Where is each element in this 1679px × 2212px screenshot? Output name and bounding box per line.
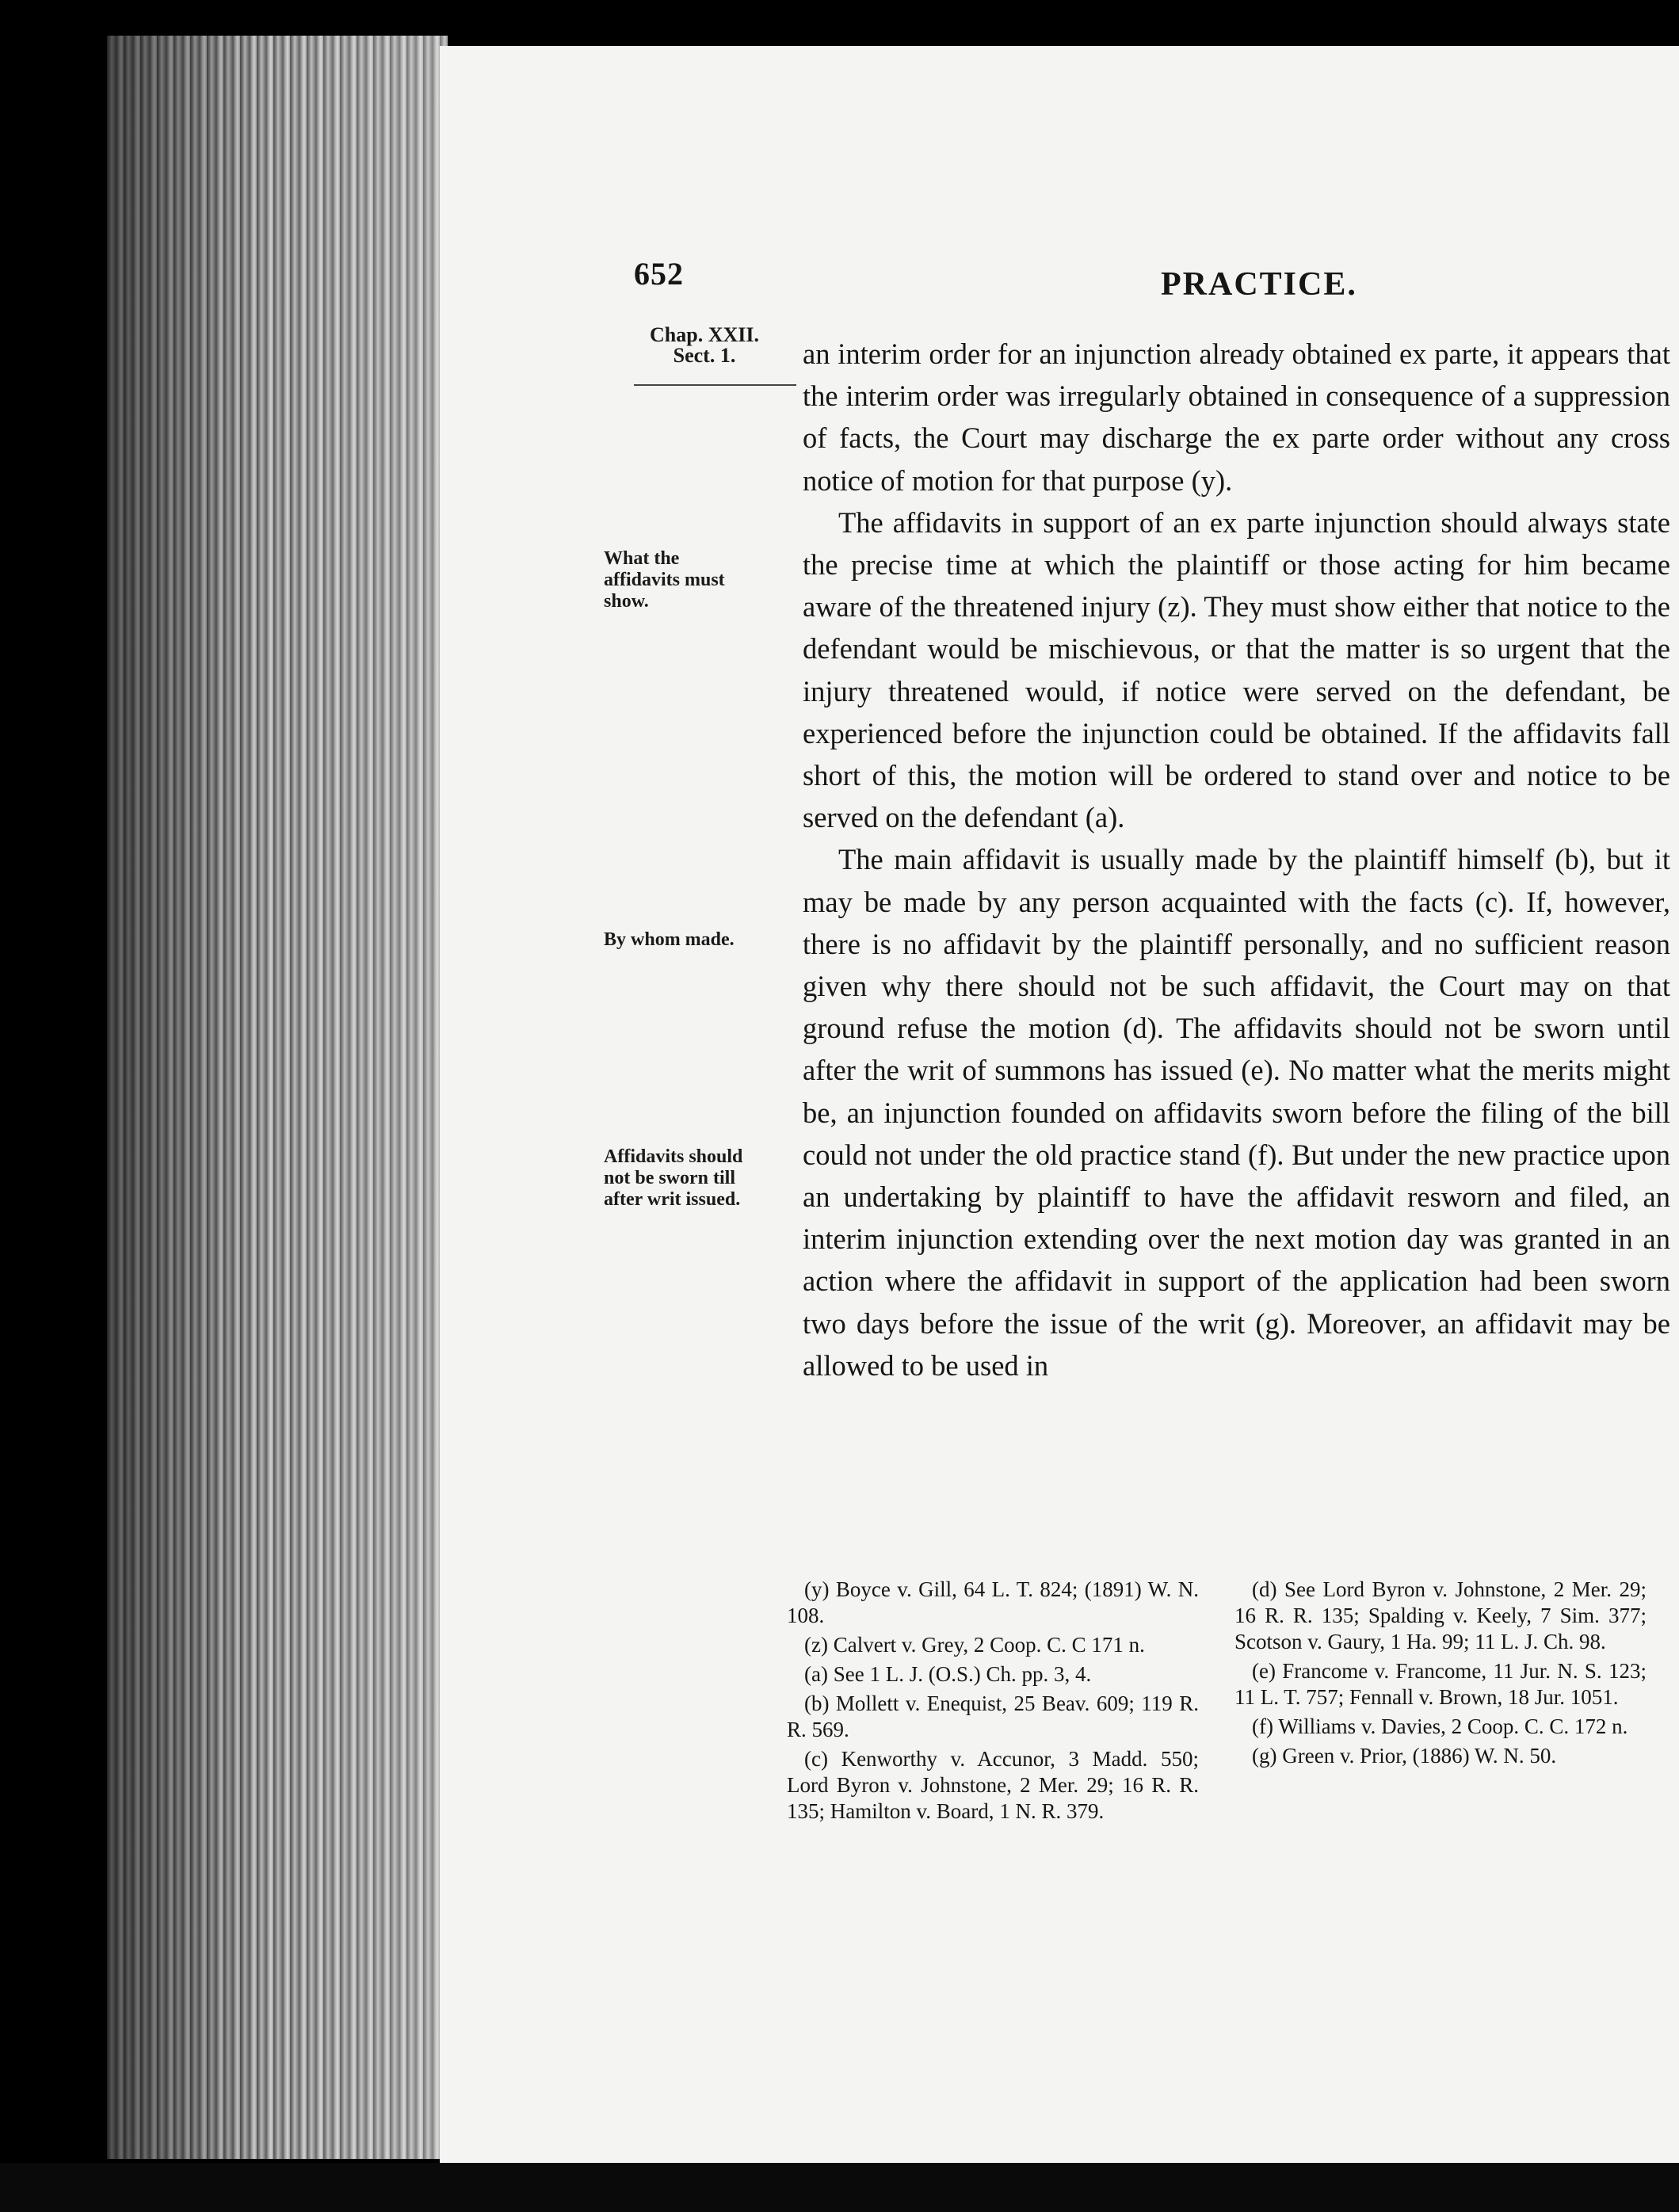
main-text <box>803 333 1670 1386</box>
footnote-z: (z) Calvert v. Grey, 2 Coop. C. C 171 n. <box>804 1633 1145 1657</box>
footnote-g: (g) Green v. Prior, (1886) W. N. 50. <box>1252 1744 1557 1768</box>
page-number: 652 <box>634 256 684 292</box>
footnote-c: (c) Kenworthy v. Accunor, 3 Madd. 550; Lord Byron v. Johnstone, 2 Mer. 29; 16 R. R. 135; Hamilton v. Board, 1 N. R. 379. <box>787 1747 1199 1823</box>
scan-bottom-border <box>0 2163 1679 2212</box>
footnote-a: (a) See 1 L. J. (O.S.) Ch. pp. 3, 4. <box>804 1662 1092 1686</box>
running-title: PRACTICE. <box>1161 266 1357 303</box>
chapter-label: Chap. XXII. <box>650 323 759 346</box>
footnotes-right-column <box>1234 1577 1647 1772</box>
margin-rule <box>634 384 796 386</box>
paragraph-continuation: an interim order for an injunction already obtained ex parte, it appears that the interim order was irregularly obtained in consequence of a suppression of facts, the Court may discharge the ex parte order without any cross notice of motion for that purpose (y). <box>803 338 1670 497</box>
footnote-e: (e) Francome v. Francome, 11 Jur. N. S. 123; 11 L. T. 757; Fennall v. Brown, 18 Jur. 1051. <box>1234 1659 1647 1709</box>
footnote-y: (y) Boyce v. Gill, 64 L. T. 824; (1891) W. N. 108. <box>787 1577 1199 1627</box>
margin-note-by-whom: By whom made. <box>604 929 735 950</box>
section-label: Sect. 1. <box>673 344 736 367</box>
paragraph-main-affidavit: The main affidavit is usually made by the plaintiff himself (b), but it may be made by any person acquainted with the facts (c). If, however, there is no affidavit by the plaintiff personally, and no sufficient reason given why there should not be such affidavit, the Court may on that ground refuse the motion (d). The affidavits should not be sworn until after the writ of summons has issued (e). No matter what the merits might be, an injunction founded on affidavits sworn before the filing of the bill could not under the old practice stand (f). But under the new practice upon an undertaking by plaintiff to have the affidavit resworn and filed, an interim injunction extending over the next motion day was granted in an action where the affidavit in support of the application had been sworn two days before the issue of the writ (g). Moreover, an affidavit may be allowed to be used in <box>803 843 1670 1382</box>
book-page-edges <box>107 36 448 2159</box>
footnotes-left-column <box>787 1577 1199 1828</box>
footnote-f: (f) Williams v. Davies, 2 Coop. C. C. 172 n. <box>1252 1714 1628 1738</box>
footnote-b: (b) Mollett v. Enequist, 25 Beav. 609; 119 R. R. 569. <box>787 1691 1199 1741</box>
paragraph-affidavits: The affidavits in support of an ex parte injunction should always state the precise time at which the plaintiff or those acting for him became aware of the threatened injury (z). They must show either that notice to the defendant would be mischievous, or that the matter is so urgent that the injury threatened would, if notice were served on the defendant, be experienced before the injunction could be obtained. If the affidavits fall short of this, the motion will be ordered to stand over and notice to be served on the defendant (a). <box>803 505 1670 834</box>
margin-note-affidavits-show: What the affidavits must show. <box>604 548 725 612</box>
chapter-reference <box>650 325 759 366</box>
footnote-d: (d) See Lord Byron v. Johnstone, 2 Mer. 29; 16 R. R. 135; Spalding v. Keely, 7 Sim. 377; Scotson v. Gaury, 1 Ha. 99; 11 L. J. Ch. 98. <box>1234 1577 1647 1653</box>
margin-note-sworn-after-writ: Affidavits should not be sworn till after writ issued. <box>604 1146 743 1210</box>
